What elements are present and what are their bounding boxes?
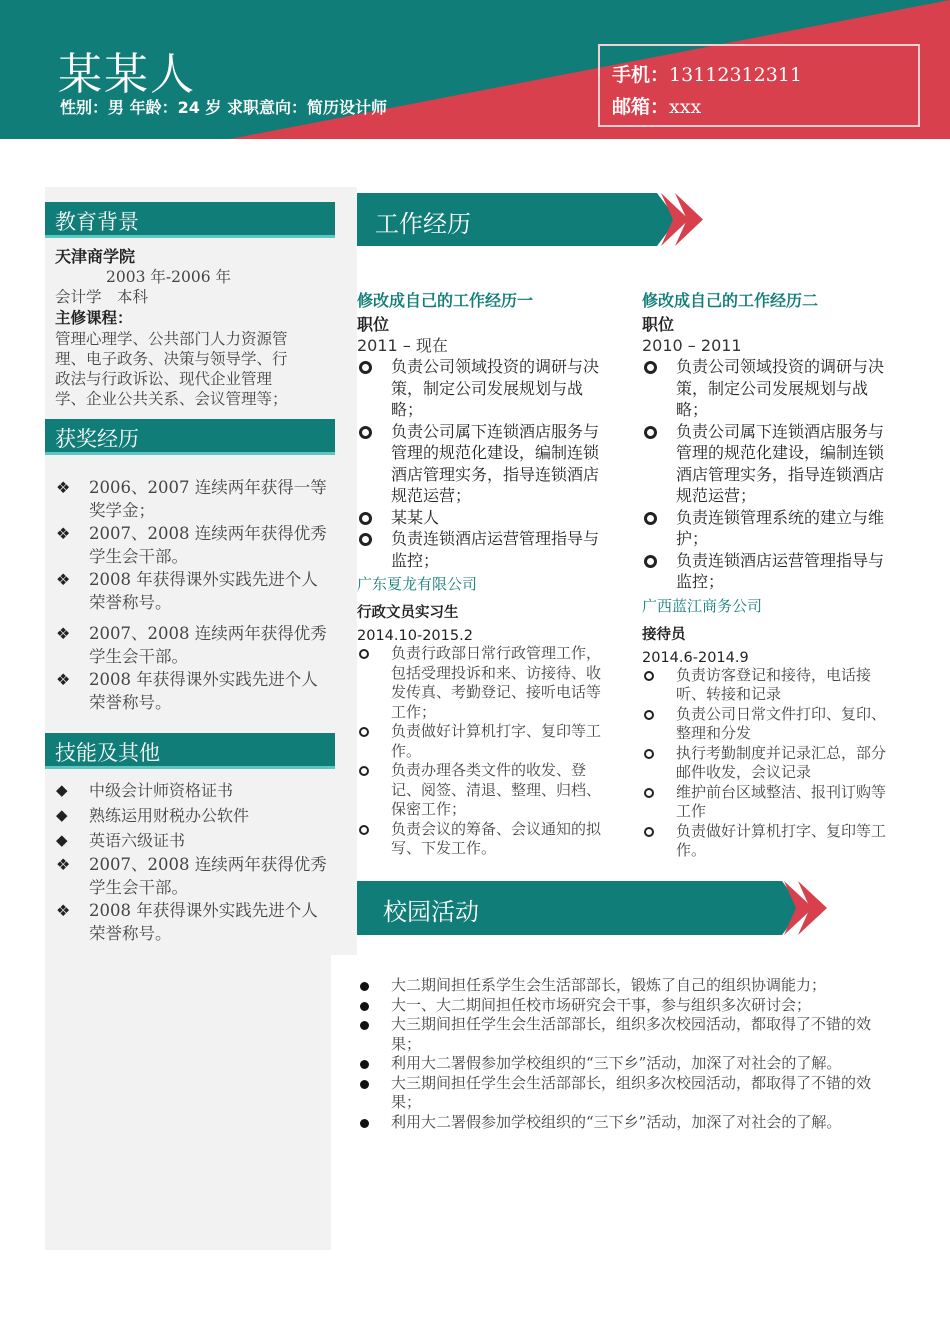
courses-line-3: 政法与行政诉讼、现代企业管理 xyxy=(55,370,273,388)
company-role: 接待员 xyxy=(642,626,686,643)
duty-item: 负责访客登记和接待，电话接听、转接和记录 xyxy=(642,666,898,705)
education-heading-label: 教育背景 xyxy=(55,210,139,234)
skill-item: ❖ 2008 年获得课外实践先进个人荣誉称号。 xyxy=(56,901,318,943)
company-duties xyxy=(357,644,613,859)
campus-heading xyxy=(357,881,832,935)
work-column-1 xyxy=(357,288,613,859)
contact-box xyxy=(598,44,920,127)
duty-item: 某某人 xyxy=(357,507,613,529)
diamond-pattern-icon: ❖ xyxy=(56,524,71,543)
duty-item: 负责连锁酒店运营管理指导与监控； xyxy=(642,550,898,593)
campus-item: 大三期间担任学生会生活部部长，组织多次校园活动，都取得了不错的效果； xyxy=(357,1074,897,1113)
sidebar-panel-extension xyxy=(331,187,357,955)
phone-label: 手机： xyxy=(612,64,670,86)
company-name: 广东夏龙有限公司 xyxy=(357,575,478,593)
award-item: ❖ 2008 年获得课外实践先进个人荣誉称号。 xyxy=(56,570,318,612)
job-dates: 2011 – 现在 xyxy=(357,336,448,355)
email-value: xxx xyxy=(669,96,702,118)
diamond-pattern-icon: ❖ xyxy=(56,855,71,874)
skill-item: ❖ 2007、2008 连续两年获得优秀学生会干部。 xyxy=(56,855,327,897)
duty-item: 负责会议的筹备、会议通知的拟写、下发工作。 xyxy=(357,820,613,859)
phone-line xyxy=(612,60,802,87)
award-item: ❖ 2008 年获得课外实践先进个人荣誉称号。 xyxy=(56,670,318,712)
work-column-2 xyxy=(642,288,898,861)
company-role: 行政文员实习生 xyxy=(357,605,459,621)
company-dates: 2014.6-2014.9 xyxy=(642,649,749,666)
courses-line-2: 理、电子政务、决策与领导学、行 xyxy=(55,350,288,368)
award-item: ❖ 2007、2008 连续两年获得优秀学生会干部。 xyxy=(56,624,327,666)
skill-item: ◆ 英语六级证书 xyxy=(55,828,327,853)
diamond-pattern-icon: ❖ xyxy=(56,570,71,589)
school-years: 2003 年-2006 年 xyxy=(106,268,231,286)
school-major: 会计学 本科 xyxy=(55,288,149,306)
diamond-pattern-icon: ❖ xyxy=(56,670,71,689)
campus-heading-label: 校园活动 xyxy=(383,898,479,926)
skills-list xyxy=(55,778,327,945)
courses-line-1: 管理心理学、公共部门人力资源管 xyxy=(55,330,288,348)
duty-item: 维护前台区域整洁、报刊订购等工作 xyxy=(642,783,898,822)
duty-item: 执行考勤制度并记录汇总，部分邮件收发，会议记录 xyxy=(642,744,898,783)
awards-heading-label: 获奖经历 xyxy=(55,427,139,451)
courses-line-4: 学、企业公共关系、会议管理等； xyxy=(55,390,288,408)
job-title: 修改成自己的工作经历二 xyxy=(642,291,819,310)
campus-item: 利用大二署假参加学校组织的“三下乡”活动，加深了对社会的了解。 xyxy=(357,1054,897,1074)
diamond-icon: ◆ xyxy=(56,831,68,849)
diamond-pattern-icon: ❖ xyxy=(56,478,71,497)
job-duties xyxy=(357,356,613,571)
diamond-pattern-icon: ❖ xyxy=(56,624,71,643)
skill-item: ◆ 中级会计师资格证书 xyxy=(55,778,327,803)
diamond-pattern-icon: ❖ xyxy=(56,901,71,920)
company-name: 广西蓝江商务公司 xyxy=(642,596,763,615)
campus-item: 利用大二署假参加学校组织的“三下乡”活动，加深了对社会的了解。 xyxy=(357,1113,897,1133)
campus-item: 大二期间担任系学生会生活部部长，锻炼了自己的组织协调能力； xyxy=(357,976,897,996)
courses-label: 主修课程： xyxy=(55,309,133,327)
school-name: 天津商学院 xyxy=(55,247,136,266)
work-heading xyxy=(357,193,707,246)
company-dates: 2014.10-2015.2 xyxy=(357,628,473,644)
duty-item: 负责公司领域投资的调研与决策，制定公司发展规划与战略； xyxy=(642,356,898,421)
duty-item: 负责连锁酒店运营管理指导与监控； xyxy=(357,528,613,571)
duty-item: 负责做好计算机打字、复印等工作。 xyxy=(642,822,898,861)
campus-item: 大三期间担任学生会生活部部长，组织多次校园活动，都取得了不错的效果； xyxy=(357,1015,897,1054)
award-item: ❖ 2006、2007 连续两年获得一等奖学金； xyxy=(56,478,327,520)
diamond-icon: ◆ xyxy=(56,806,68,824)
duty-item: 负责公司领域投资的调研与决策，制定公司发展规划与战略； xyxy=(357,356,613,421)
duty-item: 负责连锁管理系统的建立与维护； xyxy=(642,507,898,550)
duty-item: 负责公司属下连锁酒店服务与管理的规范化建设，编制连锁酒店管理实务，指导连锁酒店规范运营； xyxy=(357,421,613,507)
duty-item: 负责公司日常文件打印、复印、整理和分发 xyxy=(642,705,898,744)
awards-heading xyxy=(45,419,335,455)
work-heading-label: 工作经历 xyxy=(375,210,471,238)
award-item: ❖ 2007、2008 连续两年获得优秀学生会干部。 xyxy=(56,524,327,566)
skill-item: ◆ 熟练运用财税办公软件 xyxy=(55,803,327,828)
job-dates: 2010 – 2011 xyxy=(642,336,742,355)
email-label: 邮箱： xyxy=(612,96,670,118)
candidate-name: 某某人 xyxy=(58,49,196,100)
job-role: 职位 xyxy=(642,315,675,334)
email-line xyxy=(612,92,701,119)
duty-item: 负责办理各类文件的收发、登记、阅签、清退、整理、归档、保密工作； xyxy=(357,761,613,820)
company-duties xyxy=(642,666,898,861)
campus-list xyxy=(357,976,897,1132)
duty-item: 负责做好计算机打字、复印等工作。 xyxy=(357,722,613,761)
phone-value: 13112312311 xyxy=(669,64,802,86)
header-banner xyxy=(0,0,950,139)
skills-heading-label: 技能及其他 xyxy=(55,741,160,765)
duty-item: 负责行政部日常行政管理工作，包括受理投诉和来、访接待、收发传真、考勤登记、接听电话等工作； xyxy=(357,644,613,722)
duty-item: 负责公司属下连锁酒店服务与管理的规范化建设，编制连锁酒店管理实务，指导连锁酒店规范运营； xyxy=(642,421,898,507)
campus-item: 大一、大二期间担任校市场研究会干事，参与组织多次研讨会； xyxy=(357,996,897,1016)
education-heading xyxy=(45,202,335,238)
job-role: 职位 xyxy=(357,315,390,334)
job-duties xyxy=(642,356,898,593)
candidate-summary: 性别：男 年龄：24 岁 求职意向：简历设计师 xyxy=(60,98,387,117)
skills-heading xyxy=(45,733,335,769)
job-title: 修改成自己的工作经历一 xyxy=(357,291,534,310)
diamond-icon: ◆ xyxy=(56,781,68,799)
awards-list xyxy=(55,476,327,714)
